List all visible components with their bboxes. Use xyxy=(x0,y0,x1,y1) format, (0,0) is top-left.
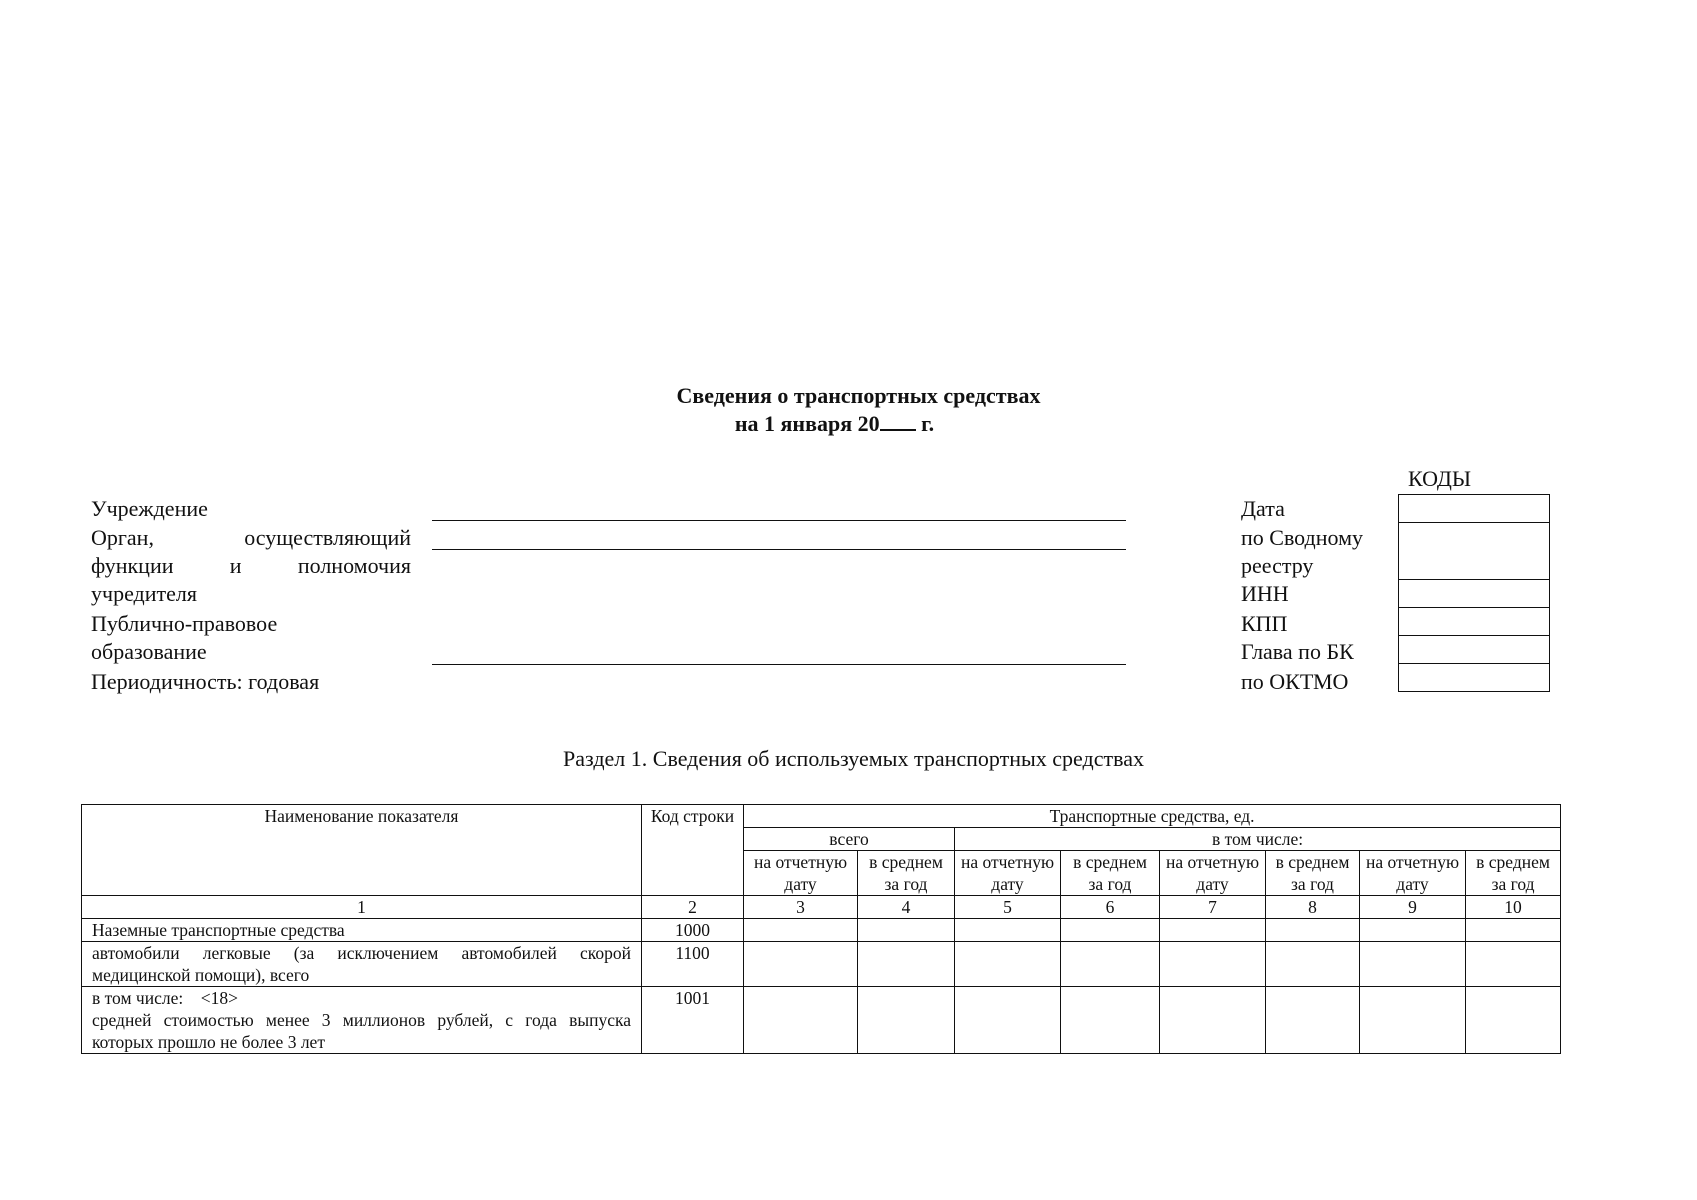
data-cell[interactable] xyxy=(858,919,955,942)
public-entity-label-line2: образование xyxy=(91,639,207,664)
row-code: 1001 xyxy=(642,987,744,1054)
document-title: Сведения о транспортных средствах xyxy=(676,383,1041,408)
row-code: 1000 xyxy=(642,919,744,942)
section-title: Раздел 1. Сведения об используемых транспортных средствах xyxy=(563,746,1144,771)
data-cell[interactable] xyxy=(1061,942,1160,987)
authority-label-line3: учредителя xyxy=(91,581,197,606)
header-vehicles: Транспортные средства, ед. xyxy=(744,805,1561,828)
data-cell[interactable] xyxy=(1160,942,1266,987)
data-cell[interactable] xyxy=(1466,987,1561,1054)
header-on-date: на отчетную дату xyxy=(1360,851,1466,896)
codes-table xyxy=(1398,494,1550,692)
column-number: 4 xyxy=(858,896,955,919)
row-name: Наземные транспортные средства xyxy=(82,919,642,942)
data-cell[interactable] xyxy=(744,942,858,987)
column-number: 1 xyxy=(82,896,642,919)
codes-header: КОДЫ xyxy=(1408,466,1472,491)
data-cell[interactable] xyxy=(1360,919,1466,942)
data-cell[interactable] xyxy=(1061,987,1160,1054)
data-cell[interactable] xyxy=(1466,919,1561,942)
date-code-cell[interactable] xyxy=(1399,495,1550,523)
oktmo-label: по ОКТМО xyxy=(1241,669,1349,694)
authority-word: функции xyxy=(91,553,174,578)
column-number: 6 xyxy=(1061,896,1160,919)
data-cell[interactable] xyxy=(1360,987,1466,1054)
header-avg-year: в среднем за год xyxy=(1466,851,1561,896)
data-cell[interactable] xyxy=(955,987,1061,1054)
authority-label-line1 xyxy=(91,524,411,552)
header-on-date: на отчетную дату xyxy=(955,851,1061,896)
year-blank xyxy=(880,411,916,431)
header-on-date: на отчетную дату xyxy=(744,851,858,896)
data-cell[interactable] xyxy=(1360,942,1466,987)
registry-label-line2: реестру xyxy=(1241,553,1314,578)
date-label: Дата xyxy=(1241,496,1285,521)
kpp-code-cell[interactable] xyxy=(1399,608,1550,636)
authority-line xyxy=(432,549,1126,550)
subtitle-suffix: г. xyxy=(915,411,935,436)
authority-label-line2 xyxy=(91,552,411,580)
column-number: 2 xyxy=(642,896,744,919)
row-name xyxy=(82,987,642,1054)
header-total: всего xyxy=(744,828,955,851)
row-name-line2: средней стоимостью менее 3 миллионов рублей, с года выпуска которых прошло не более 3 лет xyxy=(92,1010,631,1052)
row-name-line1: в том числе: <18> xyxy=(92,988,238,1008)
data-cell[interactable] xyxy=(955,919,1061,942)
header-avg-year: в среднем за год xyxy=(858,851,955,896)
data-cell[interactable] xyxy=(1160,919,1266,942)
periodicity-label: Периодичность: годовая xyxy=(91,669,320,694)
bk-code-cell[interactable] xyxy=(1399,636,1550,664)
data-cell[interactable] xyxy=(744,919,858,942)
data-cell[interactable] xyxy=(1266,942,1360,987)
vehicles-table xyxy=(81,804,1561,1054)
header-avg-year: в среднем за год xyxy=(1266,851,1360,896)
row-code: 1100 xyxy=(642,942,744,987)
table-row xyxy=(82,942,1561,987)
data-cell[interactable] xyxy=(1266,987,1360,1054)
column-number: 7 xyxy=(1160,896,1266,919)
data-cell[interactable] xyxy=(1160,987,1266,1054)
subtitle-prefix: на 1 января 20 xyxy=(734,411,880,436)
column-number: 9 xyxy=(1360,896,1466,919)
authority-word: и xyxy=(229,553,242,578)
oktmo-code-cell[interactable] xyxy=(1399,664,1550,692)
table-row xyxy=(82,919,1561,942)
header-including: в том числе: xyxy=(955,828,1561,851)
data-cell[interactable] xyxy=(1266,919,1360,942)
column-number: 3 xyxy=(744,896,858,919)
kpp-label: КПП xyxy=(1241,611,1288,636)
header-on-date: на отчетную дату xyxy=(1160,851,1266,896)
row-name: автомобили легковые (за исключением автомобилей скорой медицинской помощи), всего xyxy=(82,942,642,987)
header-code: Код строки xyxy=(642,805,744,896)
document-subtitle xyxy=(0,411,1683,437)
registry-label-line1: по Сводному xyxy=(1241,525,1364,550)
column-number: 8 xyxy=(1266,896,1360,919)
authority-word: полномочия xyxy=(297,553,411,578)
data-cell[interactable] xyxy=(955,942,1061,987)
header-indicator: Наименование показателя xyxy=(82,805,642,896)
inn-label: ИНН xyxy=(1241,581,1289,606)
registry-code-cell[interactable] xyxy=(1399,523,1550,580)
authority-word: осуществляющий xyxy=(244,525,411,550)
data-cell[interactable] xyxy=(1061,919,1160,942)
authority-word: Орган, xyxy=(91,525,154,550)
column-number: 5 xyxy=(955,896,1061,919)
institution-label: Учреждение xyxy=(91,496,208,521)
data-cell[interactable] xyxy=(744,987,858,1054)
bk-label: Глава по БК xyxy=(1241,639,1354,664)
table-row xyxy=(82,987,1561,1054)
institution-line xyxy=(432,520,1126,521)
column-number: 10 xyxy=(1466,896,1561,919)
data-cell[interactable] xyxy=(858,987,955,1054)
data-cell[interactable] xyxy=(1466,942,1561,987)
public-entity-line xyxy=(432,664,1126,665)
public-entity-label-line1: Публично-правовое xyxy=(91,611,278,636)
header-avg-year: в среднем за год xyxy=(1061,851,1160,896)
inn-code-cell[interactable] xyxy=(1399,580,1550,608)
data-cell[interactable] xyxy=(858,942,955,987)
